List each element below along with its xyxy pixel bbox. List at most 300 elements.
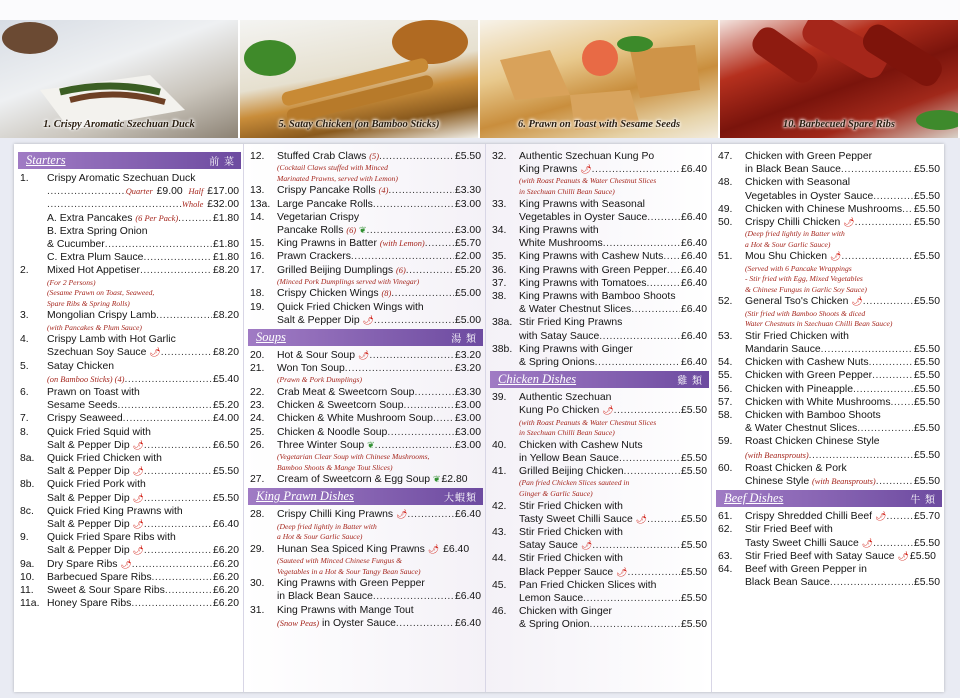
item-name: Sesame Seeds (47, 400, 118, 412)
item-number: 5. (20, 360, 29, 372)
item-price: £5.50 (454, 151, 481, 162)
menu-item (250, 184, 481, 197)
item-price: £5.20 (212, 400, 239, 412)
section-title: Beef Dishes (724, 491, 784, 506)
item-number: 36. (492, 264, 507, 276)
item-number: 52. (718, 296, 733, 308)
menu-item (20, 505, 239, 531)
portion-label: Half (188, 187, 204, 197)
menu-item (250, 349, 481, 362)
item-price: £3.20 (454, 350, 481, 362)
item-number: 1. (20, 173, 29, 184)
item-number: 51. (718, 251, 733, 263)
item-price: £5.50 (913, 537, 940, 549)
menu-item (718, 295, 940, 329)
menu-item (20, 571, 239, 584)
item-number: 23. (250, 400, 265, 412)
photo-crispy-duck (0, 20, 240, 138)
item-number: 62. (718, 524, 733, 536)
menu-item (492, 290, 707, 316)
item-name: Crispy Chicken Wings (277, 288, 379, 300)
item-name: Quick Fried Chicken with (47, 453, 162, 465)
item-number: 10. (20, 571, 35, 583)
chilli-icon: 🌶 (616, 566, 628, 577)
photo-satay-chicken (240, 20, 480, 138)
item-note: (Sauteed with Minced Chinese Fungus & (277, 556, 403, 566)
menu-item (718, 176, 940, 202)
item-number: 63. (718, 550, 733, 562)
item-price: £6.40 (680, 304, 707, 316)
item-price: £5.50 (913, 296, 940, 308)
item-note: (Deep fried lightly in Batter with (745, 229, 845, 239)
item-number: 25. (250, 426, 265, 438)
menu-item (718, 510, 940, 523)
chilli-icon: 🌶 (897, 550, 909, 561)
item-price: £5.50 (680, 453, 707, 465)
item-number: 30. (250, 578, 265, 590)
item-number: 34. (492, 225, 507, 236)
vegetarian-icon: ❦ (367, 439, 375, 450)
menu-item (718, 356, 940, 369)
section-header-king-prawn (248, 488, 483, 505)
item-price: £5.70 (913, 511, 940, 523)
menu-item (20, 426, 239, 452)
item-price: £5.50 (913, 343, 940, 355)
item-price: £5.50 (913, 476, 940, 488)
menu-item (20, 309, 239, 333)
item-name: Tasty Sweet Chilli Sauce (745, 537, 859, 549)
item-name: Stir Fried Beef with Satay Sauce (745, 550, 895, 562)
menu-item (20, 333, 239, 359)
item-name: & Water Chestnut Slices (745, 423, 858, 435)
item-price: £2.80 (441, 474, 468, 486)
section-chinese: 湯 類 (451, 334, 477, 346)
item-name: B. Extra Spring Onion (47, 225, 148, 237)
item-number: 35. (492, 251, 507, 263)
item-number: 38b. (492, 343, 513, 355)
item-name: Szechuan Soy Sauce (47, 347, 147, 359)
item-name: in Oyster Sauce (322, 617, 396, 629)
item-number: 64. (718, 564, 733, 576)
item-name: Chicken with Bamboo Shoots (745, 410, 881, 421)
item-number: 6. (20, 387, 29, 399)
item-name: Sweet & Sour Spare Ribs (47, 585, 165, 597)
item-name: Stuffed Crab Claws (277, 151, 367, 162)
item-price: £5.40 (212, 373, 239, 385)
item-note: (Snow Peas) (277, 618, 320, 628)
item-price: £5.70 (454, 238, 481, 250)
item-name: A. Extra Pancakes (47, 212, 133, 224)
item-number: 13a. (250, 198, 271, 210)
item-number: 4. (20, 334, 29, 346)
section-title: King Prawn Dishes (256, 489, 354, 504)
menu-item (718, 369, 940, 382)
item-price: £5.50 (680, 566, 707, 578)
item-name: Satay Chicken (47, 360, 114, 372)
section-header-chicken (490, 371, 709, 388)
item-number: 9a. (20, 558, 35, 570)
item-price: £1.80 (212, 239, 239, 251)
menu-item (250, 543, 481, 577)
item-note: (Vegetarian Clear Soup with Chinese Mushrooms, (277, 452, 430, 462)
chilli-icon: 🌶 (580, 540, 593, 551)
menu-item (718, 563, 940, 589)
item-price: £5.50 (913, 577, 940, 589)
item-price: £6.40 (680, 164, 707, 176)
menu-item (492, 316, 707, 342)
item-name: Grilled Beijing Chicken (519, 466, 624, 478)
item-price: £5.50 (680, 513, 707, 525)
chilli-icon: 🌶 (602, 405, 614, 416)
item-number: 53. (718, 330, 733, 342)
item-name: Beef with Green Pepper in (745, 564, 867, 576)
item-name: Large Pancake Rolls (277, 198, 373, 210)
chilli-icon: 🌶 (851, 296, 863, 307)
item-price: £3.30 (454, 387, 481, 399)
item-number: 48. (718, 177, 733, 189)
chilli-icon: 🌶 (357, 350, 370, 361)
section-title: Soups (256, 330, 286, 345)
item-note: in Szechuan Chilli Bean Sauce) (519, 187, 615, 196)
photo-prawn-toast (480, 20, 720, 138)
section-header-starters (18, 152, 241, 169)
item-price: £6.40 (212, 519, 239, 531)
item-number: 8c. (20, 505, 34, 517)
item-name: Quick Fried King Prawns with (47, 505, 183, 517)
item-name: King Prawns with Bamboo Shoots (519, 291, 676, 303)
item-number: 45. (492, 579, 507, 591)
item-number: 40. (492, 439, 507, 451)
item-note: (with Roast Peanuts & Water Chestnut Slices (519, 417, 657, 427)
item-name: King Prawns in Batter (277, 238, 377, 250)
item-number: 7. (20, 413, 29, 425)
item-price: £6.20 (212, 571, 239, 583)
section-chinese: 前 菜 (209, 157, 235, 168)
chilli-icon: 🌶 (362, 314, 374, 325)
item-price: £2.00 (454, 251, 481, 263)
item-price: £6.40 (680, 251, 707, 263)
item-name: in Yellow Bean Sauce (519, 453, 619, 465)
section-header-beef (716, 490, 942, 507)
item-price: £5.50 (913, 357, 940, 369)
chilli-icon: 🌶 (861, 537, 874, 548)
item-price: £6.20 (212, 545, 239, 557)
item-name: Stir Fried Chicken with (519, 527, 623, 539)
item-name: General Tso's Chicken (745, 296, 849, 308)
item-name: King Prawns with (519, 225, 599, 236)
item-name: Crispy Shredded Chilli Beef (745, 511, 873, 523)
item-price: £3.30 (454, 185, 481, 197)
item-price: £8.20 (212, 265, 239, 277)
chilli-icon: 🌶 (874, 511, 887, 522)
item-name: Chicken with Cashew Nuts (519, 439, 643, 451)
menu-item (718, 462, 940, 488)
item-name: Mongolian Crispy Lamb (47, 310, 157, 322)
item-name: in Black Bean Sauce (277, 591, 373, 603)
item-price: £17.00 (207, 186, 239, 198)
item-number: 29. (250, 543, 265, 555)
chilli-icon: 🌶 (829, 251, 842, 262)
item-name: Vegetarian Crispy (277, 211, 360, 223)
menu-item (250, 508, 481, 542)
menu-column-4 (712, 144, 944, 692)
item-name: Chicken with Green Pepper (745, 370, 873, 382)
item-name: Three Winter Soup (277, 439, 365, 451)
menu-item (250, 577, 481, 603)
item-name: Stir Fried Chicken with (745, 330, 849, 342)
item-name: Chicken & White Mushroom Soup (277, 413, 433, 425)
item-name: King Prawns with Tomatoes (519, 277, 647, 289)
menu-item (20, 172, 239, 264)
item-name: Chicken & Noodle Soup (277, 426, 388, 438)
menu-item (718, 203, 940, 216)
item-qty: (6) (346, 226, 357, 235)
item-number: 20. (250, 350, 265, 362)
item-number: 37. (492, 277, 507, 289)
menu-item (250, 473, 481, 486)
item-number: 8b. (20, 479, 35, 491)
item-name: Won Ton Soup (277, 363, 345, 375)
item-price: £6.40 (680, 238, 707, 250)
photo-spare-ribs (720, 20, 960, 138)
menu-item (492, 224, 707, 250)
item-name: Quick Fried Chicken Wings with (277, 301, 424, 313)
item-name: Grilled Beijing Dumplings (277, 264, 394, 276)
item-number: 38. (492, 291, 507, 303)
item-number: 27. (250, 474, 265, 486)
item-note: Spare Ribs & Spring Rolls) (47, 298, 130, 308)
item-number: 39. (492, 392, 507, 404)
item-note: in Szechuan Chilli Bean Sauce) (519, 428, 615, 438)
item-price: £5.50 (913, 396, 940, 408)
item-number: 55. (718, 370, 733, 382)
item-price: £6.40 (443, 543, 470, 555)
item-name: Mandarin Sauce (745, 343, 821, 355)
photo-strip (0, 20, 960, 138)
photo-caption: 6. Prawn on Toast with Sesame Seeds (517, 119, 681, 130)
item-name: Chicken with Pineapple (745, 383, 854, 395)
photo-caption: 1. Crispy Aromatic Szechuan Duck (43, 119, 195, 130)
item-price: £5.50 (913, 370, 940, 382)
item-name: Hunan Sea Spiced King Prawns (277, 543, 425, 555)
item-price: £6.40 (680, 277, 707, 289)
item-number: 61. (718, 511, 733, 523)
item-name: King Prawns with Mange Tout (277, 604, 414, 616)
item-note: (Stir fried with Bamboo Shoots & diced (745, 308, 866, 318)
item-price: £6.40 (454, 591, 481, 603)
item-name: in Black Bean Sauce (745, 164, 841, 176)
item-number: 32. (492, 151, 507, 162)
section-title: Chicken Dishes (498, 372, 577, 387)
menu-item (492, 526, 707, 552)
item-name: Salt & Pepper Dip (277, 314, 360, 326)
menu-item (492, 391, 707, 439)
item-name: Crispy Lamb with Hot Garlic (47, 334, 176, 346)
chilli-icon: 🌶 (120, 558, 132, 569)
menu-item (20, 478, 239, 504)
item-price: £3.00 (454, 225, 481, 236)
menu-item (492, 552, 707, 578)
item-price: £5.50 (680, 593, 707, 605)
menu-item (718, 216, 940, 250)
item-note: (For 2 Persons) (47, 277, 96, 287)
item-number: 60. (718, 462, 733, 474)
item-number: 22. (250, 387, 265, 399)
item-name: Chicken with Chinese Mushrooms (745, 203, 903, 215)
item-price: £32.00 (207, 199, 239, 211)
item-name: Vegetables in Oyster Sauce (519, 211, 648, 223)
item-name: Crispy Pancake Rolls (277, 185, 376, 197)
item-qty: (8) (381, 289, 392, 299)
item-price: £1.80 (212, 252, 239, 264)
item-price: £5.50 (909, 550, 936, 562)
menu-item (250, 426, 481, 439)
item-number: 50. (718, 217, 733, 229)
item-name: & Spring Onion (519, 619, 590, 631)
section-chinese: 雞 類 (677, 376, 703, 388)
section-chinese: 大蝦類 (444, 493, 477, 505)
menu-item (20, 531, 239, 557)
item-name: & Spring Onions (519, 357, 595, 369)
chilli-icon: 🌶 (635, 513, 648, 524)
item-price: £3.00 (454, 198, 481, 210)
item-note: (Minced Pork Dumplings served with Vinegar) (277, 276, 420, 286)
item-name: & Cucumber (47, 239, 105, 251)
item-number: 57. (718, 396, 733, 408)
chilli-icon: 🌶 (149, 347, 161, 358)
menu-item (20, 264, 239, 309)
item-note: (Pan fried Chicken Slices sauteed in (519, 478, 630, 488)
item-name: Stir Fried King Prawns (519, 317, 623, 329)
menu-item (250, 250, 481, 263)
item-note: Vegetables in a Hot & Sour Tangy Bean Sauce) (277, 566, 421, 576)
item-name: Stir Fried Chicken with (519, 553, 623, 565)
item-note: (with Beansprouts) (745, 450, 809, 460)
menu-item (718, 250, 940, 295)
menu-item (250, 237, 481, 250)
menu-item (20, 386, 239, 412)
item-number: 21. (250, 363, 265, 375)
item-name: Authentic Szechuan (519, 392, 612, 404)
item-price: £6.40 (680, 211, 707, 223)
item-price: £3.00 (454, 426, 481, 438)
item-note: (6 Per Pack) (135, 213, 179, 223)
item-name: Dry Spare Ribs (47, 558, 118, 570)
portion-label: Quarter (125, 187, 153, 197)
item-name: Satay Sauce (519, 540, 578, 552)
item-note: Water Chestnuts in Szechuan Chilli Bean Sauce) (745, 319, 893, 329)
item-name: Black Bean Sauce (745, 577, 830, 589)
item-note: Bamboo Shoots & Mange Tout Slices) (277, 462, 393, 472)
item-number: 3. (20, 310, 29, 322)
item-price: £6.20 (212, 585, 239, 597)
item-number: 33. (492, 198, 507, 210)
item-name: Quick Fried Spare Ribs with (47, 532, 176, 544)
item-name: Mou Shu Chicken (745, 251, 828, 263)
item-name: Crispy Seaweed (47, 413, 123, 425)
item-name: Salt & Pepper Dip (47, 545, 130, 557)
item-name: Prawn Crackers (277, 251, 351, 263)
item-price: £5.50 (212, 492, 239, 504)
item-price: £5.50 (212, 466, 239, 478)
item-name: Mixed Hot Appetiser (47, 265, 140, 277)
item-number: 44. (492, 553, 507, 565)
chilli-icon: 🌶 (132, 519, 144, 530)
item-price: £6.40 (680, 264, 707, 276)
item-name: Prawn on Toast with (47, 387, 140, 399)
item-name: Roast Chicken Chinese Style (745, 436, 880, 448)
item-name: White Mushrooms (519, 238, 603, 250)
menu-item (250, 264, 481, 288)
item-note: (Cocktail Claws stuffed with Minced (277, 163, 388, 173)
item-name: Pancake Rolls (277, 225, 344, 236)
item-number: 16. (250, 251, 265, 263)
section-title: Starters (26, 153, 66, 167)
item-price: £1.80 (212, 212, 239, 224)
photo-caption: 10. Barbecued Spare Ribs (782, 119, 895, 130)
item-number: 11. (20, 585, 34, 597)
item-note: (Prawn & Pork Dumplings) (277, 375, 363, 385)
item-note: & Chinese Fungus in Garlic Soy Sauce) (745, 284, 867, 294)
item-name: Barbecued Spare Ribs (47, 571, 152, 583)
menu-item (718, 383, 940, 396)
menu-item (492, 465, 707, 499)
item-price: £5.50 (680, 619, 707, 631)
item-price: £8.20 (212, 347, 239, 359)
item-name: Chicken with White Mushrooms (745, 396, 891, 408)
menu-item (492, 150, 707, 198)
menu-item (718, 150, 940, 176)
item-number: 42. (492, 500, 507, 512)
item-price: £5.50 (680, 466, 707, 478)
item-note: a Hot & Sour Garlic Sauce) (277, 532, 363, 542)
item-name: Crispy Aromatic Szechuan Duck (47, 173, 196, 184)
item-price: £5.50 (680, 405, 707, 417)
menu-column-2 (244, 144, 486, 692)
item-price: £5.50 (913, 203, 940, 215)
top-margin (0, 0, 960, 20)
item-number: 26. (250, 439, 265, 451)
item-name: King Prawns with Seasonal (519, 198, 645, 210)
menu-item (492, 439, 707, 465)
item-number: 31. (250, 604, 265, 616)
item-note: (with Roast Peanuts & Water Chestnut Slices (519, 176, 657, 186)
item-name: Salt & Pepper Dip (47, 492, 130, 504)
item-name: Honey Spare Ribs (47, 598, 132, 610)
item-note: - Stir fried with Egg, Mixed Vegetables (745, 274, 863, 284)
item-price: £5.00 (454, 314, 481, 326)
item-price: £5.20 (454, 264, 481, 276)
item-name: Black Pepper Sauce (519, 566, 614, 578)
item-price: £5.50 (913, 190, 940, 202)
menu-item (250, 211, 481, 237)
menu-item (492, 605, 707, 631)
item-name: with Satay Sauce (519, 330, 600, 342)
item-note: (Deep fried lightly in Batter with (277, 521, 377, 531)
item-number: 24. (250, 413, 265, 425)
item-name: Chicken with Seasonal (745, 177, 851, 189)
item-price: £6.40 (680, 357, 707, 369)
menu-item (250, 287, 481, 300)
item-name: King Prawns with Green Pepper (519, 264, 667, 276)
item-price: £6.40 (454, 617, 481, 629)
item-name: C. Extra Plum Sauce (47, 252, 144, 264)
item-price: £3.00 (454, 439, 481, 451)
menu-item (250, 301, 481, 327)
menu-column-3 (486, 144, 712, 692)
item-price: £5.50 (913, 251, 940, 263)
item-price: £5.50 (913, 423, 940, 435)
